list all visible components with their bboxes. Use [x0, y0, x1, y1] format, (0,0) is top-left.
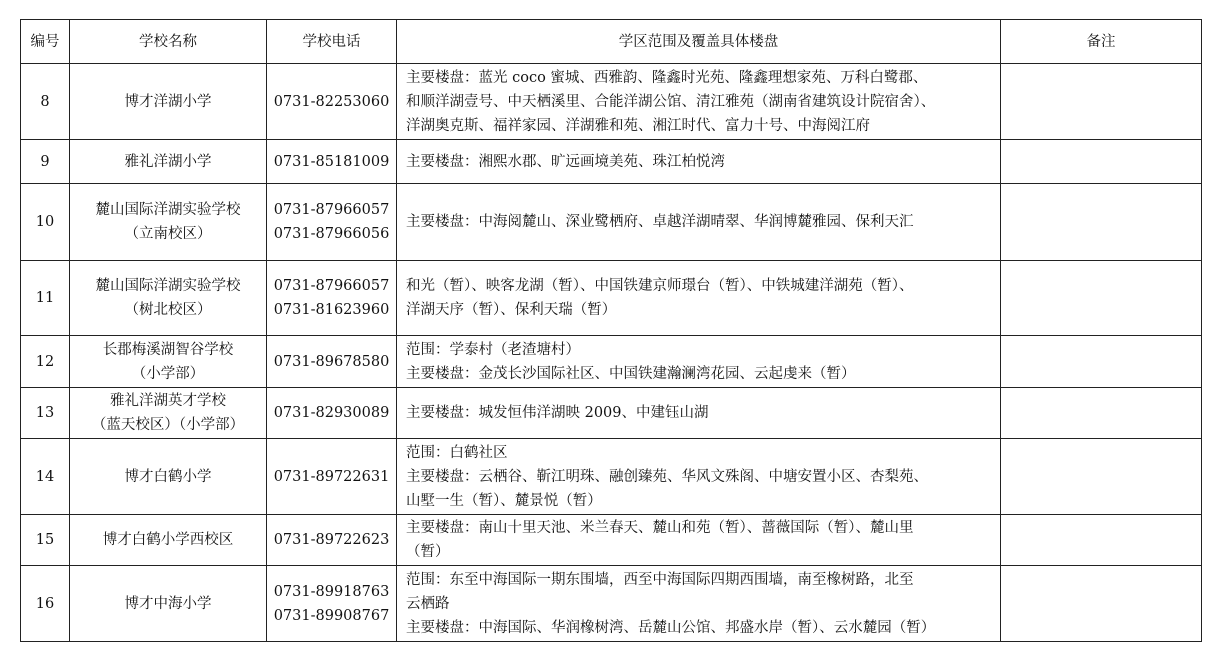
- header-note: 备注: [1001, 20, 1202, 64]
- school-phone: 0731-89722623: [267, 515, 397, 566]
- table-row: [21, 388, 1202, 439]
- school-phone: 0731-89678580: [267, 336, 397, 388]
- school-name: 博才洋湖小学: [70, 64, 267, 140]
- note-cell: [1001, 64, 1202, 140]
- table-row: [21, 515, 1202, 566]
- school-phone: 0731-89918763 0731-89908767: [267, 566, 397, 642]
- district-area: 和光（暂）、映客龙湖（暂）、中国铁建京师璟台（暂）、中铁城建洋湖苑（暂）、 洋湖天序（暂）、保利天瑞（暂）: [397, 261, 1001, 336]
- row-num: 9: [21, 140, 70, 184]
- school-phone: 0731-82930089: [267, 388, 397, 439]
- table-row: [21, 140, 1202, 184]
- note-cell: [1001, 140, 1202, 184]
- table-row: [21, 64, 1202, 140]
- district-area: 范围：白鹤社区 主要楼盘：云栖谷、靳江明珠、融创臻苑、华风文殊阁、中塘安置小区、杏梨苑、 山墅一生（暂）、麓景悦（暂）: [397, 439, 1001, 515]
- district-area: 主要楼盘：城发恒伟洋湖映 2009、中建钰山湖: [397, 388, 1001, 439]
- header-phone: 学校电话: [267, 20, 397, 64]
- school-name: 麓山国际洋湖实验学校 （树北校区）: [70, 261, 267, 336]
- note-cell: [1001, 261, 1202, 336]
- school-phone: 0731-85181009: [267, 140, 397, 184]
- row-num: 11: [21, 261, 70, 336]
- row-num: 16: [21, 566, 70, 642]
- header-area: 学区范围及覆盖具体楼盘: [397, 20, 1001, 64]
- row-num: 14: [21, 439, 70, 515]
- school-name: 博才中海小学: [70, 566, 267, 642]
- school-district-table: [20, 19, 1202, 642]
- school-name: 长郡梅溪湖智谷学校 （小学部）: [70, 336, 267, 388]
- school-phone: 0731-87966057 0731-81623960: [267, 261, 397, 336]
- header-num: 编号: [21, 20, 70, 64]
- table-row: [21, 566, 1202, 642]
- table-row: [21, 184, 1202, 261]
- school-name: 雅礼洋湖小学: [70, 140, 267, 184]
- note-cell: [1001, 388, 1202, 439]
- note-cell: [1001, 184, 1202, 261]
- school-name: 雅礼洋湖英才学校 （蓝天校区）（小学部）: [70, 388, 267, 439]
- note-cell: [1001, 336, 1202, 388]
- note-cell: [1001, 566, 1202, 642]
- table-row: [21, 336, 1202, 388]
- header-school: 学校名称: [70, 20, 267, 64]
- school-name: 麓山国际洋湖实验学校 （立南校区）: [70, 184, 267, 261]
- table-row: [21, 261, 1202, 336]
- row-num: 8: [21, 64, 70, 140]
- school-phone: 0731-87966057 0731-87966056: [267, 184, 397, 261]
- row-num: 12: [21, 336, 70, 388]
- district-area: 主要楼盘：南山十里天池、米兰春天、麓山和苑（暂）、蔷薇国际（暂）、麓山里 （暂）: [397, 515, 1001, 566]
- school-phone: 0731-89722631: [267, 439, 397, 515]
- school-name: 博才白鹤小学: [70, 439, 267, 515]
- district-area: 主要楼盘：蓝光 coco 蜜城、西雅韵、隆鑫时光苑、隆鑫理想家苑、万科白鹭郡、 和顺洋湖壹号、中天栖溪里、合能洋湖公馆、清江雅苑（湖南省建筑设计院宿舍）、 洋湖奥克斯、福祥家园、洋湖雅和苑、湘江时代、富力十号、中海阅江府: [397, 64, 1001, 140]
- district-area: 范围：东至中海国际一期东围墙，西至中海国际四期西围墙，南至橡树路，北至 云栖路 主要楼盘：中海国际、华润橡树湾、岳麓山公馆、邦盛水岸（暂）、云水麓园（暂）: [397, 566, 1001, 642]
- table-row: [21, 439, 1202, 515]
- district-area: 范围：学泰村（老渣塘村） 主要楼盘：金茂长沙国际社区、中国铁建瀚澜湾花园、云起虔来（暂）: [397, 336, 1001, 388]
- school-phone: 0731-82253060: [267, 64, 397, 140]
- district-area: 主要楼盘：湘熙水郡、旷远画境美苑、珠江柏悦湾: [397, 140, 1001, 184]
- row-num: 10: [21, 184, 70, 261]
- district-area: 主要楼盘：中海阅麓山、深业鹭栖府、卓越洋湖晴翠、华润博麓雅园、保利天汇: [397, 184, 1001, 261]
- note-cell: [1001, 439, 1202, 515]
- note-cell: [1001, 515, 1202, 566]
- row-num: 13: [21, 388, 70, 439]
- row-num: 15: [21, 515, 70, 566]
- school-name: 博才白鹤小学西校区: [70, 515, 267, 566]
- header-row: [21, 20, 1202, 64]
